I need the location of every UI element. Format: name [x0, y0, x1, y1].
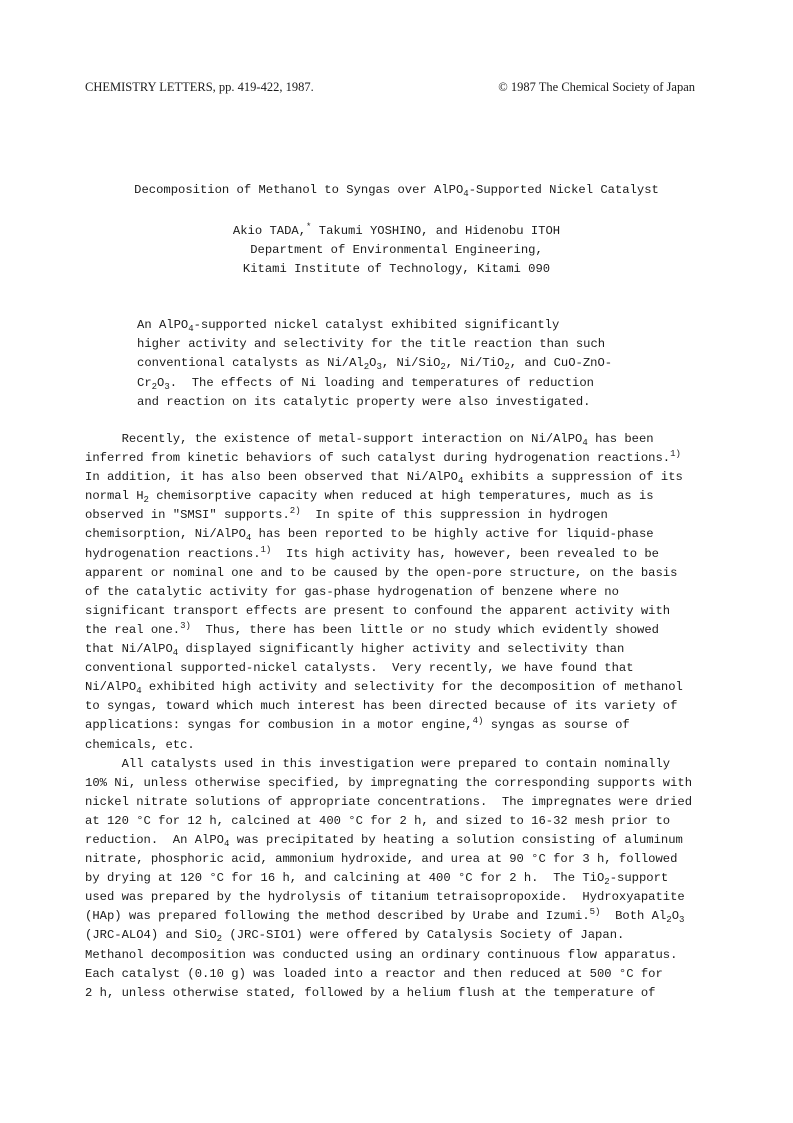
author-block	[0, 222, 793, 279]
abstract-line: An AlPO$_4$-supported nickel catalyst exhibited significantly	[137, 318, 560, 334]
body-line: applications: syngas for combusion in a motor engine,$^{4)}$ syngas as sourse of	[85, 716, 630, 733]
abstract-line: higher activity and selectivity for the title reaction than such	[137, 337, 606, 352]
reference-mark: 1)	[670, 449, 681, 460]
body-line: of the catalytic activity for gas-phase hydrogenation of benzene where no	[85, 584, 619, 599]
reference-mark: 1)	[260, 544, 272, 555]
body-line: apparent or nominal one and to be caused by the open-pore structure, on the basis	[85, 565, 678, 580]
body-line: In addition, it has also been observed that Ni/AlPO$_4$ exhibits a suppression of its	[85, 470, 683, 487]
body-text	[85, 430, 715, 1003]
author-name: Takumi YOSHINO, and Hidenobu ITOH	[311, 224, 561, 238]
body-line: nickel nitrate solutions of appropriate concentrations. The impregnates were dried	[85, 794, 693, 809]
body-line: significant transport effects are present to confound the apparent activity with	[85, 603, 671, 618]
body-line: chemisorption, Ni/AlPO$_4$ has been reported to be highly active for liquid-phase	[85, 527, 654, 544]
copyright-notice: © 1987 The Chemical Society of Japan	[498, 80, 695, 94]
body-line: nitrate, phosphoric acid, ammonium hydroxide, and urea at 90 °C for 3 h, followed	[85, 852, 678, 867]
body-line: normal $H_2$ chemisorptive capacity when reduced at high temperatures, much as is	[85, 489, 654, 506]
title-text: -Supported Nickel Catalyst	[468, 183, 659, 197]
author-names	[0, 222, 793, 241]
article-title	[0, 183, 793, 197]
body-line: the real one.$^{3)}$ Thus, there has been little or no study which evidently showed	[85, 620, 659, 637]
abstract-line: conventional catalysts as $Ni/Al_2O_3$, Ni/SiO$_2$, Ni/TiO$_2$, and CuO-ZnO-	[137, 356, 613, 373]
body-line: chemicals, etc.	[85, 737, 195, 752]
corresponding-author-mark: *	[306, 222, 312, 232]
title-subscript: 4	[463, 189, 469, 199]
reference-mark: 2)	[289, 506, 301, 517]
running-header	[85, 80, 695, 100]
body-line: (JRC-ALO4) and SiO$_2$ (JRC-SIO1) were offered by Catalysis Society of Japan.	[85, 928, 625, 945]
body-line: reduction. An AlPO$_4$ was precipitated by heating a solution consisting of aluminum	[85, 832, 683, 849]
body-line: (HAp) was prepared following the method described by Urabe and Izumi.$^{5)}$ Both $Al_2O_3$	[85, 907, 685, 926]
body-line: at 120 °C for 12 h, calcined at 400 °C for 2 h, and sized to 16-32 mesh prior to	[85, 813, 671, 828]
body-line: observed in "SMSI" supports.$^{2)}$ In spite of this suppression in hydrogen	[85, 506, 608, 523]
body-line: by drying at 120 °C for 16 h, and calcining at 400 °C for 2 h. The TiO$_2$-support	[85, 871, 669, 888]
body-line: used was prepared by the hydrolysis of titanium tetraisopropoxide. Hydroxyapatite	[85, 890, 685, 905]
title-text: Decomposition of Methanol to Syngas over AlPO	[134, 183, 464, 197]
body-line: hydrogenation reactions.$^{1)}$ Its high activity has, however, been revealed to be	[85, 544, 659, 561]
body-line: Ni/AlPO$_4$ exhibited high activity and selectivity for the decomposition of methanol	[85, 680, 683, 697]
body-line: 2 h, unless otherwise stated, followed by a helium flush at the temperature of	[85, 985, 656, 1000]
body-line: to syngas, toward which much interest has been directed because of its variety of	[85, 699, 678, 714]
institution: Kitami Institute of Technology, Kitami 090	[242, 262, 551, 276]
reference-mark: 3)	[180, 620, 191, 631]
body-line: conventional supported-nickel catalysts. Very recently, we have found that	[85, 661, 634, 676]
body-line: 10% Ni, unless otherwise specified, by impregnating the corresponding supports with	[85, 775, 693, 790]
abstract	[137, 316, 637, 412]
journal-citation: CHEMISTRY LETTERS, pp. 419-422, 1987.	[85, 80, 314, 94]
reference-mark: 5)	[589, 907, 601, 918]
body-line: All catalysts used in this investigation were prepared to contain nominally	[85, 756, 671, 771]
body-line: inferred from kinetic behaviors of such catalyst during hydrogenation reactions.$^{1)}$	[85, 449, 681, 466]
department: Department of Environmental Engineering,	[250, 243, 543, 257]
reference-mark: 4)	[472, 716, 484, 727]
body-line: that Ni/AlPO$_4$ displayed significantly higher activity and selectivity than	[85, 642, 625, 659]
body-line: Methanol decomposition was conducted using an ordinary continuous flow apparatus.	[85, 947, 678, 962]
abstract-line: and reaction on its catalytic property were also investigated.	[137, 394, 591, 409]
body-line: Recently, the existence of metal-support interaction on Ni/AlPO$_4$ has been	[85, 432, 654, 448]
author-name: Akio TADA,	[232, 224, 307, 238]
body-line: Each catalyst (0.10 g) was loaded into a reactor and then reduced at 500 °C for	[85, 966, 663, 981]
abstract-line: $Cr_2O_3$. The effects of Ni loading and temperatures of reduction	[137, 375, 594, 392]
